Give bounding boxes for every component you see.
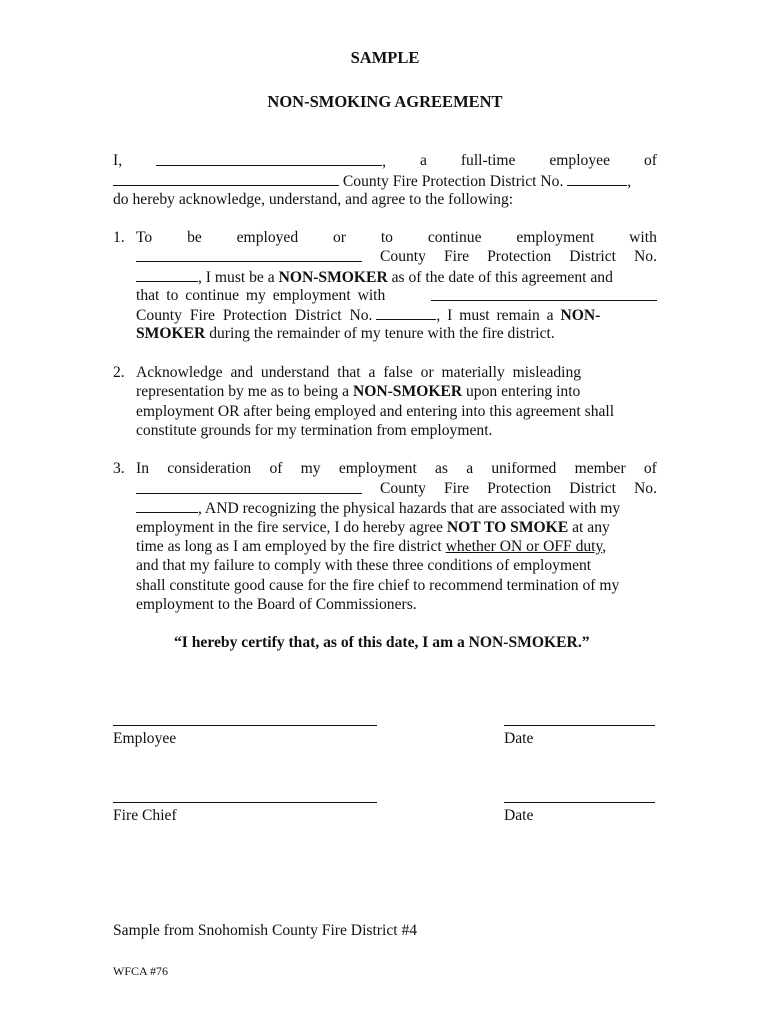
item-1-line-4: that to continue my employment with [136,286,657,305]
item-3-line-2: County Fire Protection District No. [136,479,657,498]
item-3-line-7: shall constitute good cause for the fire chief to recommend termination of my [136,577,620,594]
item-3-district-blank [136,498,198,513]
certification-statement: “I hereby certify that, as of this date, I am a NON-SMOKER.” [174,634,590,651]
employee-label: Employee [113,730,177,747]
item-3-county-blank [136,479,362,494]
item-1-district-blank [136,267,198,282]
item-1-line-1: To be employed or to continue employment with [136,229,657,246]
item-1-number: 1. [113,229,125,246]
item-1-county-blank [136,247,362,262]
intro-line-3: do hereby acknowledge, understand, and agree to the following: [113,191,514,208]
item-1-district-blank-2 [376,305,436,320]
employee-date-line[interactable] [504,725,655,726]
county-blank [113,171,339,186]
document-title: SAMPLE [350,48,420,67]
employee-signature-line[interactable] [113,725,377,726]
item-3-line-8: employment to the Board of Commissioners. [136,596,417,613]
fire-chief-date-label: Date [504,807,534,824]
intro-line-1: I, , a full-time employee of [113,152,657,170]
item-3-line-3: , AND recognizing the physical hazards that are associated with my [136,498,620,518]
item-2-line-3: employment OR after being employed and entering into this agreement shall [136,403,615,420]
item-3-number: 3. [113,460,125,477]
item-3-line-6: and that my failure to comply with these three conditions of employment [136,557,592,574]
fire-chief-signature-line[interactable] [113,802,377,803]
item-1-line-2: County Fire Protection District No. [136,247,657,266]
employee-date-label: Date [504,730,534,747]
form-code: WFCA #76 [113,964,169,978]
item-2-number: 2. [113,364,125,381]
document-subtitle: NON-SMOKING AGREEMENT [267,92,503,111]
intro-line-2: County Fire Protection District No. , [113,171,631,191]
item-3-line-5: time as long as I am employed by the fire district whether ON or OFF duty, [136,538,607,555]
item-3-line-1: In consideration of my employment as a uniformed member of [136,460,657,477]
item-1-line-5: County Fire Protection District No. , I must remain a NON- [136,307,601,324]
item-1-county-blank-2 [431,286,657,301]
fire-chief-label: Fire Chief [113,807,177,824]
district-number-blank [567,171,627,186]
item-3-line-4: employment in the fire service, I do hereby agree NOT TO SMOKE at any [136,519,610,536]
item-1-line-3: , I must be a NON-SMOKER as of the date of this agreement and [136,267,613,287]
source-note: Sample from Snohomish County Fire District #4 [113,922,418,939]
item-1-line-6: SMOKER during the remainder of my tenure with the fire district. [136,325,555,342]
item-2-line-1: Acknowledge and understand that a false or materially misleading [136,364,582,381]
fire-chief-date-line[interactable] [504,802,655,803]
employee-name-blank [156,151,382,166]
item-2-line-2: representation by me as to being a NON-SMOKER upon entering into [136,383,581,400]
item-2-line-4: constitute grounds for my termination from employment. [136,422,493,439]
